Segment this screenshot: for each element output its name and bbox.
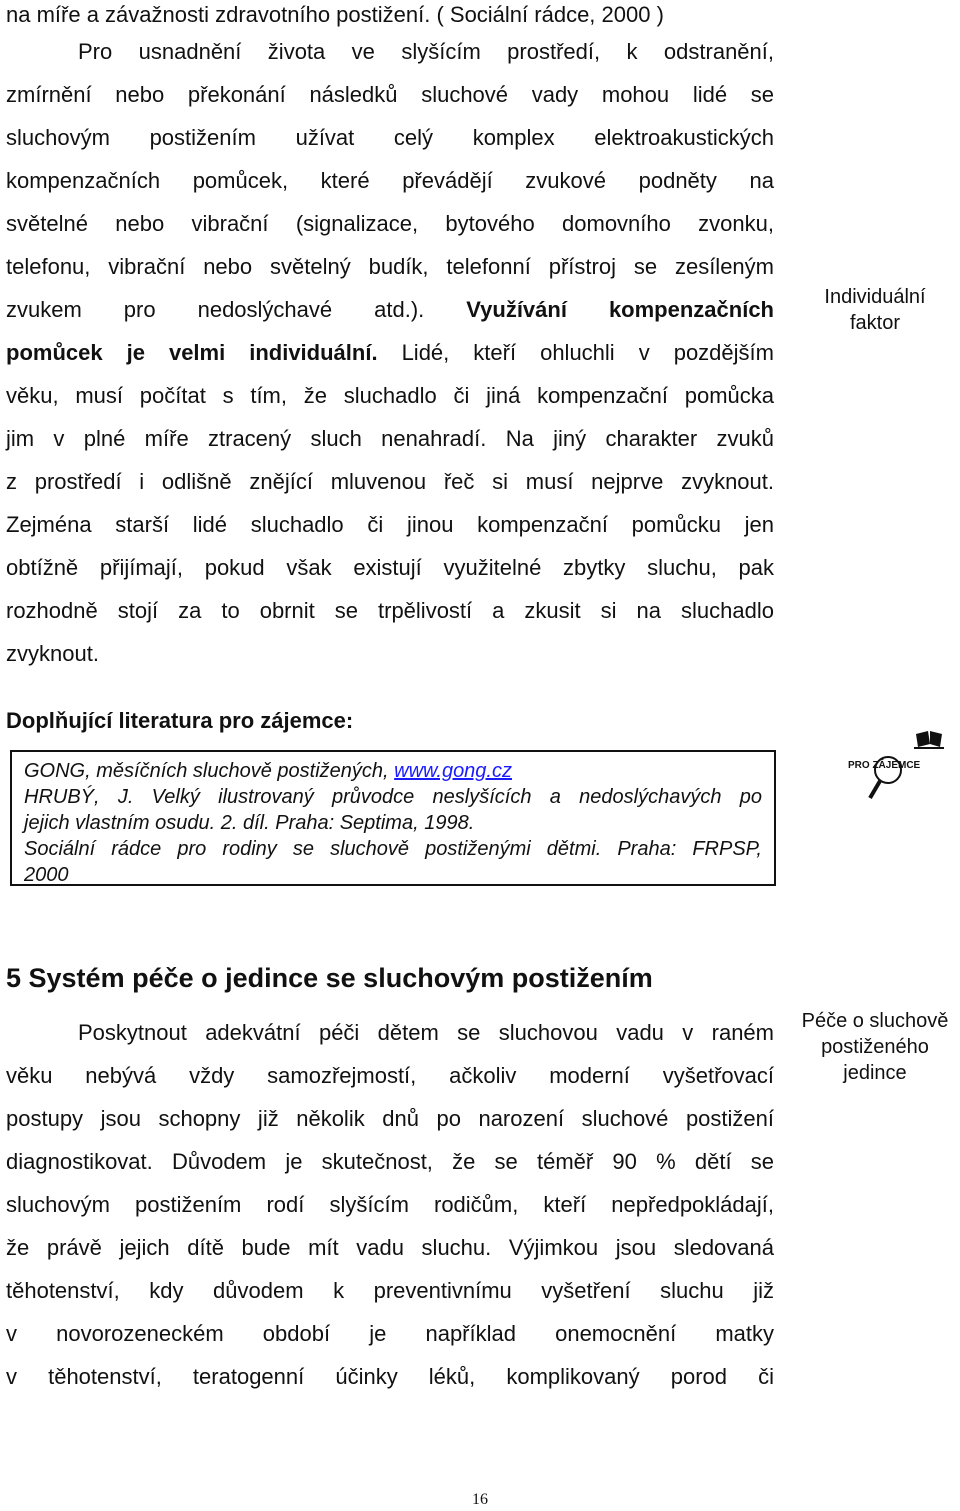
bold-text: pomůcek je velmi individuální. bbox=[6, 340, 378, 365]
section-line: Poskytnout adekvátní péči dětem se sluchovou vadu v raném bbox=[78, 1020, 774, 1045]
body-line: obtížně přijímají, pokud však existují využitelné zbytky sluchu, pak bbox=[6, 555, 774, 580]
normal-text: Lidé, kteří ohluchli v pozdějším bbox=[377, 340, 774, 365]
literature-box bbox=[10, 750, 776, 886]
literature-heading: Doplňující literatura pro zájemce: bbox=[6, 708, 354, 733]
body-line: zmírnění nebo překonání následků sluchové vady mohou lidé se bbox=[6, 82, 774, 107]
body-line: jim v plné míře ztracený sluch nenahradí. Na jiný charakter zvuků bbox=[6, 426, 774, 451]
literature-line: jejich vlastním osudu. 2. díl. Praha: Septima, 1998. bbox=[24, 812, 475, 834]
margin-note: Péče o sluchově postiženého jedince bbox=[801, 1010, 949, 1084]
bold-text: Využívání kompenzačních bbox=[466, 297, 774, 322]
margin-note: Individuální faktor bbox=[824, 286, 926, 334]
section-line: postupy jsou schopny již několik dnů po narození sluchové postižení bbox=[6, 1106, 774, 1131]
normal-text: zvukem pro nedoslýchavé atd.). bbox=[6, 297, 467, 322]
body-line: zvyknout. bbox=[6, 641, 99, 666]
pro-zajemce-icon bbox=[840, 726, 950, 806]
literature-line: 2000 bbox=[24, 864, 69, 886]
gong-link[interactable]: www.gong.cz bbox=[394, 760, 512, 782]
section-line: diagnostikovat. Důvodem je skutečnost, že se téměř 90 % dětí se bbox=[6, 1149, 774, 1174]
body-line: věku, musí počítat s tím, že sluchadlo či jiná kompenzační pomůcka bbox=[6, 383, 774, 408]
section-line: těhotenství, kdy důvodem k preventivnímu vyšetření sluchu již bbox=[6, 1278, 774, 1303]
body-line: telefonu, vibrační nebo světelný budík, telefonní přístroj se zesíleným bbox=[6, 254, 774, 279]
body-line: Pro usnadnění života ve slyšícím prostředí, k odstranění, bbox=[78, 39, 774, 64]
body-line: sluchovým postižením užívat celý komplex elektroakustických bbox=[6, 125, 774, 150]
section-line: v těhotenství, teratogenní účinky léků, komplikovaný porod či bbox=[6, 1364, 774, 1389]
page-number: 16 bbox=[472, 1491, 488, 1508]
section-line: že právě jejich dítě bude mít vadu sluchu. Výjimkou jsou sledovaná bbox=[6, 1235, 774, 1260]
body-line-mixed bbox=[6, 295, 774, 325]
section-line: věku nebývá vždy samozřejmostí, ačkoliv moderní vyšetřovací bbox=[6, 1063, 774, 1088]
section-line: sluchovým postižením rodí slyšícím rodičům, kteří nepředpokládají, bbox=[6, 1192, 774, 1217]
literature-line: GONG, měsíčních sluchově postižených, www.gong.cz bbox=[24, 760, 512, 782]
icon-label: PRO ZÁJEMCE bbox=[848, 760, 921, 771]
body-line: na míře a závažnosti zdravotního postižení. ( Sociální rádce, 2000 ) bbox=[6, 2, 664, 27]
literature-line: HRUBÝ, J. Velký ilustrovaný průvodce neslyšících a nedoslýchavých po bbox=[24, 786, 762, 808]
body-line: z prostředí i odlišně znějící mluvenou řeč si musí nejprve zvyknout. bbox=[6, 469, 774, 494]
body-line: kompenzačních pomůcek, které převádějí zvukové podněty na bbox=[6, 168, 774, 193]
literature-line: Sociální rádce pro rodiny se sluchově postiženými dětmi. Praha: FRPSP, bbox=[24, 838, 762, 860]
body-line-mixed bbox=[6, 338, 774, 368]
body-line: rozhodně stojí za to obrnit se trpělivostí a zkusit si na sluchadlo bbox=[6, 598, 774, 623]
body-line: světelné nebo vibrační (signalizace, bytového domovního zvonku, bbox=[6, 211, 774, 236]
body-line: Zejména starší lidé sluchadlo či jinou kompenzační pomůcku jen bbox=[6, 512, 774, 537]
section-line: v novorozeneckém období je například onemocnění matky bbox=[6, 1321, 774, 1346]
section-heading: 5 Systém péče o jedince se sluchovým postižením bbox=[6, 963, 653, 993]
book-magnifier-icon bbox=[840, 726, 950, 806]
